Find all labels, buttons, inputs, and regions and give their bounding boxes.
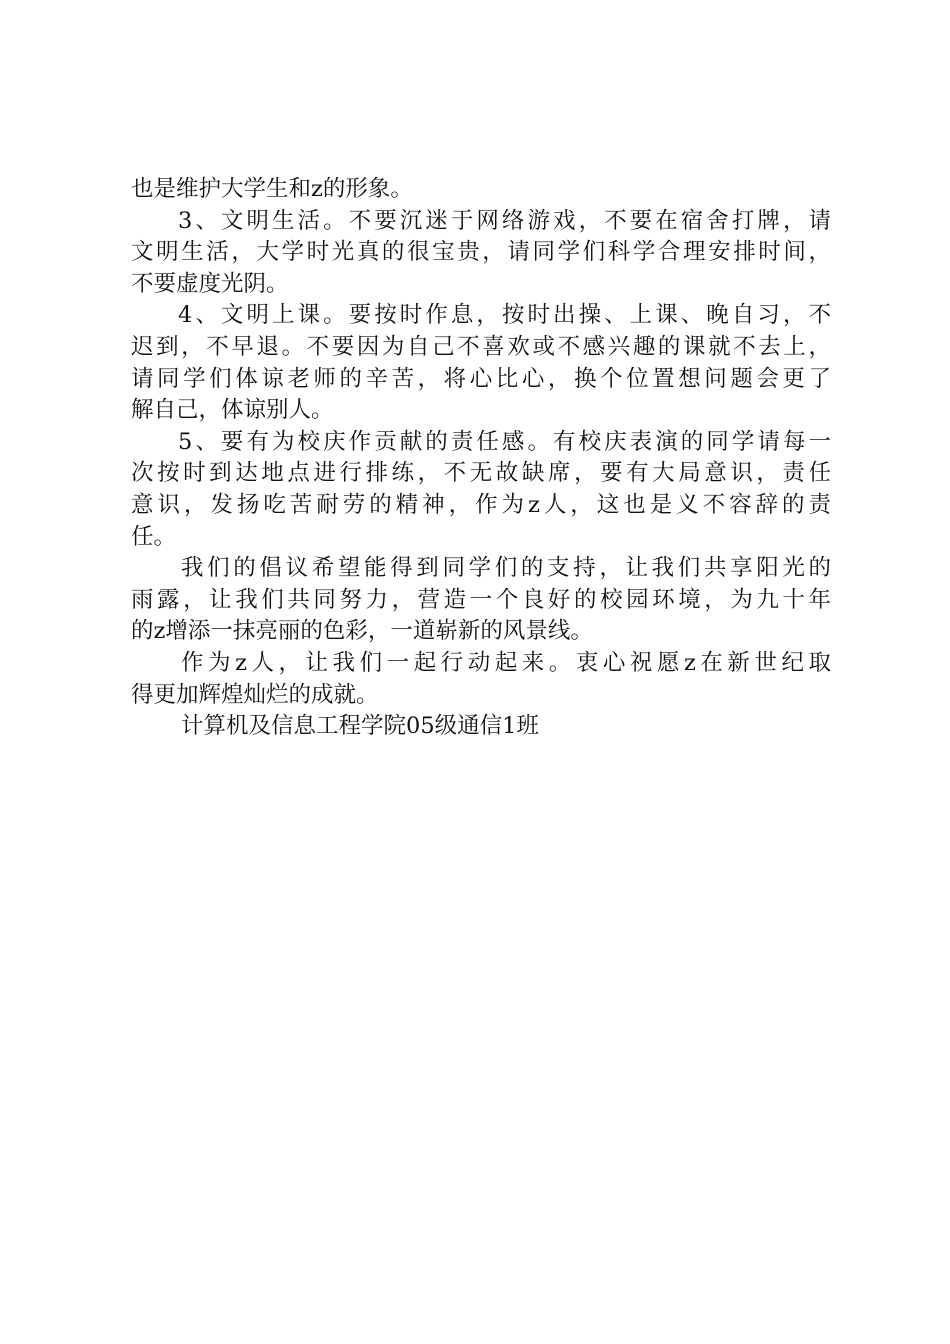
text-line: 解自己，体谅别人。 [131, 397, 334, 424]
text-line: 意识，发扬吃苦耐劳的精神，作为z人，这也是义不容辞的责 [131, 491, 831, 518]
document-body [131, 174, 831, 743]
text-line: 任。 [131, 523, 177, 550]
text-line: 也是维护大学生和z的形象。 [131, 176, 413, 202]
text-line: 5、要有为校庆作贡献的责任感。有校庆表演的同学请每一 [178, 428, 831, 455]
text-line: 我们的倡议希望能得到同学们的支持，让我们共享阳光的 [181, 555, 831, 582]
text-line: 的z增添一抹亮丽的色彩，一道崭新的风景线。 [131, 618, 593, 645]
text-line: 雨露，让我们共同努力，营造一个良好的校园环境，为九十年 [131, 586, 831, 613]
signature-line: 计算机及信息工程学院05级通信1班 [181, 713, 539, 740]
text-line: 文明生活，大学时光真的很宝贵，请同学们科学合理安排时间， [131, 239, 831, 266]
text-line: 请同学们体谅老师的辛苦，将心比心，换个位置想问题会更了 [131, 365, 831, 392]
text-line: 3、文明生活。不要沉迷于网络游戏，不要在宿舍打牌，请 [178, 207, 831, 234]
text-line: 次按时到达地点进行排练，不无故缺席，要有大局意识，责任 [131, 460, 831, 487]
text-line: 作为z人，让我们一起行动起来。衷心祝愿z在新世纪取 [181, 649, 831, 676]
text-line: 4、文明上课。要按时作息，按时出操、上课、晚自习，不 [178, 302, 831, 329]
text-line: 得更加辉煌灿烂的成就。 [131, 681, 379, 708]
text-line: 不要虚度光阴。 [131, 270, 289, 297]
text-line: 迟到，不早退。不要因为自己不喜欢或不感兴趣的课就不去上， [131, 333, 831, 360]
